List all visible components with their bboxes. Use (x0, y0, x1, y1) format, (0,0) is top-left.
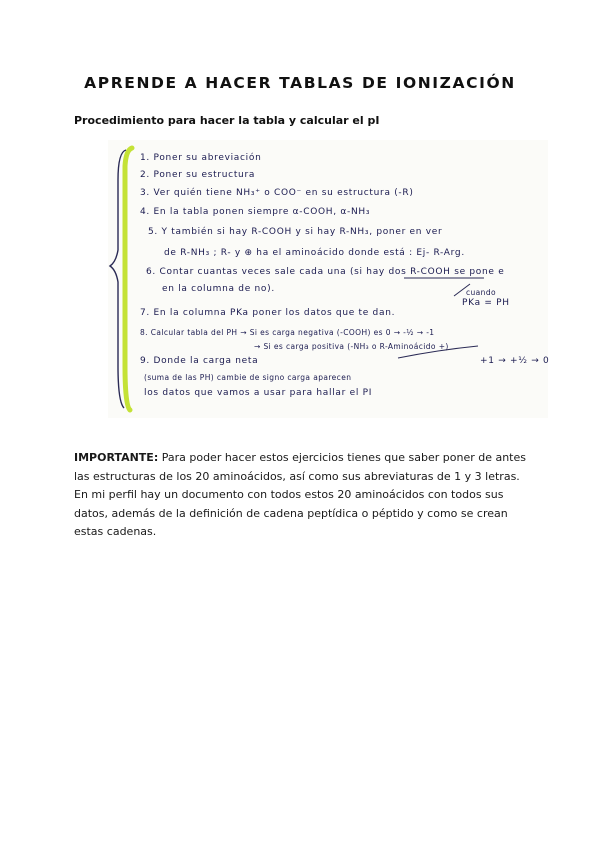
note-line-1: 1. Poner su abreviación (140, 153, 262, 163)
paragraph-1-text: Para poder hacer estos ejercicios tienes que saber poner de antes las estructuras de los 20 aminoácidos, así como sus abreviaturas de 1 y 3 letras. (74, 451, 526, 483)
important-label: IMPORTANTE: (74, 451, 159, 464)
section-subtitle: Procedimiento para hacer la tabla y calcular el pI (74, 114, 380, 127)
note-line-13: (suma de las PH) cambie de signo carga aparecen (144, 373, 352, 382)
charge-sequence: +1 → +½ → 0 (480, 356, 550, 366)
page-title: APRENDE A HACER TABLAS DE IONIZACIÓN (84, 74, 516, 92)
paragraph-important (74, 449, 534, 486)
note-line-4: 4. En la tabla ponen siempre α-COOH, α-NH₃ (140, 207, 371, 217)
paragraph-profile: En mi perfil hay un documento con todos estos 20 aminoácidos con todos sus datos, además de la definición de cadena peptídica o péptido y como se crean estas cadenas. (74, 488, 508, 538)
note-line-5: 5. Y también si hay R-COOH y si hay R-NH₃, poner en ver (148, 227, 443, 237)
note-line-6: de R-NH₃ ; R- y ⊕ ha el aminoácido donde está : Ej- R-Arg. (164, 248, 465, 258)
side-note-formula: PKa = PH (462, 298, 510, 308)
note-line-14: los datos que vamos a usar para hallar el PI (144, 388, 373, 398)
side-note-cuando: cuando (466, 288, 496, 297)
note-line-9: 7. En la columna PKa poner los datos que te dan. (140, 308, 396, 318)
note-line-10: 8. Calcular tabla del PH → Si es carga negativa (-COOH) es 0 → -½ → -1 (140, 328, 435, 337)
handwritten-notes-image (108, 140, 548, 418)
note-line-12: 9. Donde la carga neta (140, 356, 259, 366)
green-bracket-icon (125, 148, 132, 410)
body-text (74, 449, 534, 542)
note-line-3: 3. Ver quién tiene NH₃⁺ o COO⁻ en su estructura (-R) (140, 188, 414, 198)
note-line-7: 6. Contar cuantas veces sale cada una (si hay dos R-COOH se pone e (146, 267, 505, 277)
note-line-2: 2. Poner su estructura (140, 170, 256, 180)
note-line-11: → Si es carga positiva (-NH₃ o R-Aminoácido +) (254, 342, 449, 351)
note-line-8: en la columna de no). (162, 284, 275, 294)
